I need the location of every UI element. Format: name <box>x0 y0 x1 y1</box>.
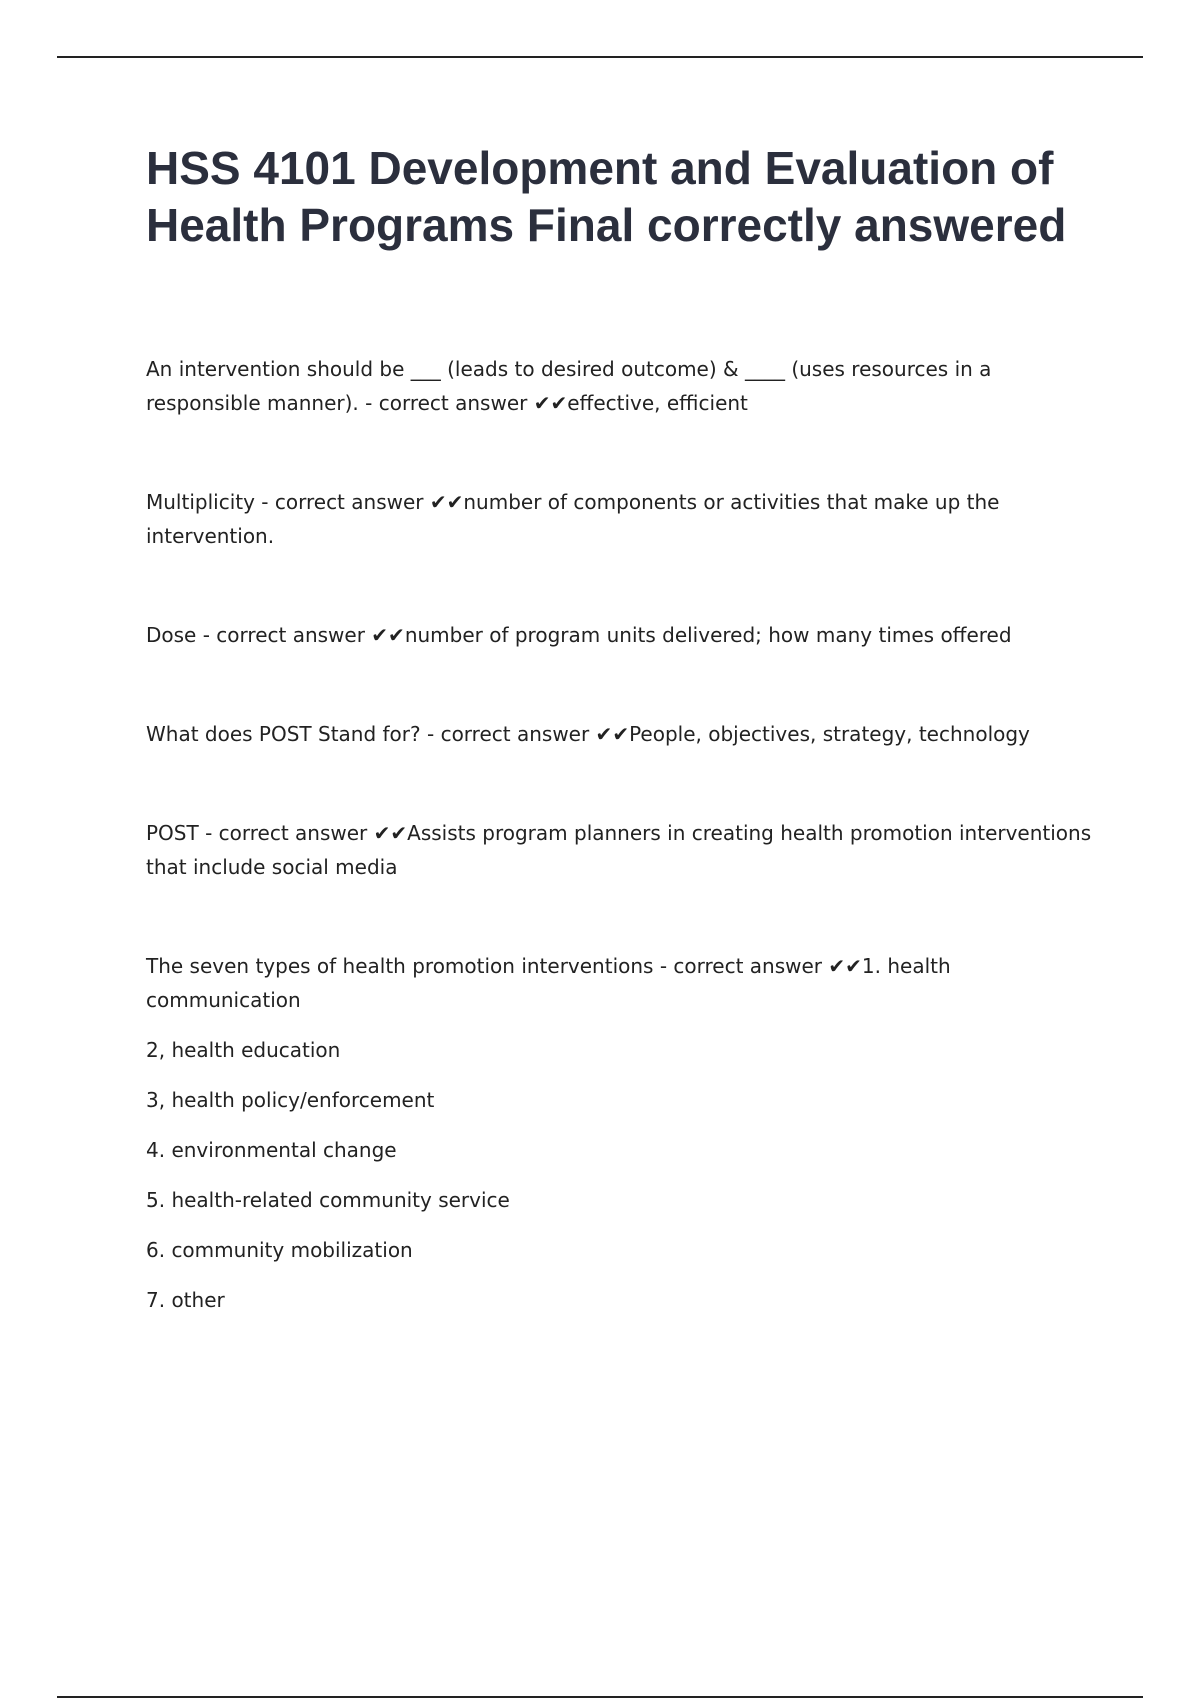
qa-item <box>146 816 1096 884</box>
qa-answer: effective, efficient <box>567 391 748 415</box>
document-body <box>146 140 1096 1333</box>
qa-question: The seven types of health promotion interventions <box>146 954 654 978</box>
list-item: 5. health-related community service <box>146 1188 510 1212</box>
answer-marker: - correct answer ✔✔ <box>202 623 405 647</box>
qa-list <box>146 352 1096 1317</box>
qa-answer: Assists program planners in creating health promotion interventions that include social media <box>146 821 1092 879</box>
answer-marker: - correct answer ✔✔ <box>365 391 568 415</box>
answer-marker: - correct answer ✔✔ <box>261 490 464 514</box>
list-item: 3, health policy/enforcement <box>146 1088 435 1112</box>
qa-item <box>146 352 1096 420</box>
list-item: 4. environmental change <box>146 1138 397 1162</box>
qa-answer: 1. health communication <box>146 954 951 1012</box>
qa-question: An intervention should be ___ (leads to desired outcome) & ____ (uses resources in a responsible manner). <box>146 357 992 415</box>
qa-answer: number of components or activities that make up the intervention. <box>146 490 1000 548</box>
answer-marker: - correct answer ✔✔ <box>205 821 408 845</box>
list-item: 7. other <box>146 1288 225 1312</box>
qa-item <box>146 949 1096 1017</box>
qa-question: Multiplicity <box>146 490 255 514</box>
list-item: 6. community mobilization <box>146 1238 413 1262</box>
qa-answer: People, objectives, strategy, technology <box>629 722 1030 746</box>
top-rule <box>57 56 1143 58</box>
answer-marker: - correct answer ✔✔ <box>427 722 630 746</box>
qa-question: POST <box>146 821 199 845</box>
qa-answer: number of program units delivered; how many times offered <box>404 623 1012 647</box>
qa-item <box>146 717 1096 751</box>
qa-question: What does POST Stand for? <box>146 722 421 746</box>
answer-marker: - correct answer ✔✔ <box>659 954 862 978</box>
document-title: HSS 4101 Development and Evaluation of Health Programs Final correctly answered <box>146 142 1067 251</box>
qa-item <box>146 485 1096 553</box>
qa-question: Dose <box>146 623 197 647</box>
bottom-rule <box>57 1696 1143 1698</box>
qa-item <box>146 618 1096 652</box>
list-item: 2, health education <box>146 1038 341 1062</box>
